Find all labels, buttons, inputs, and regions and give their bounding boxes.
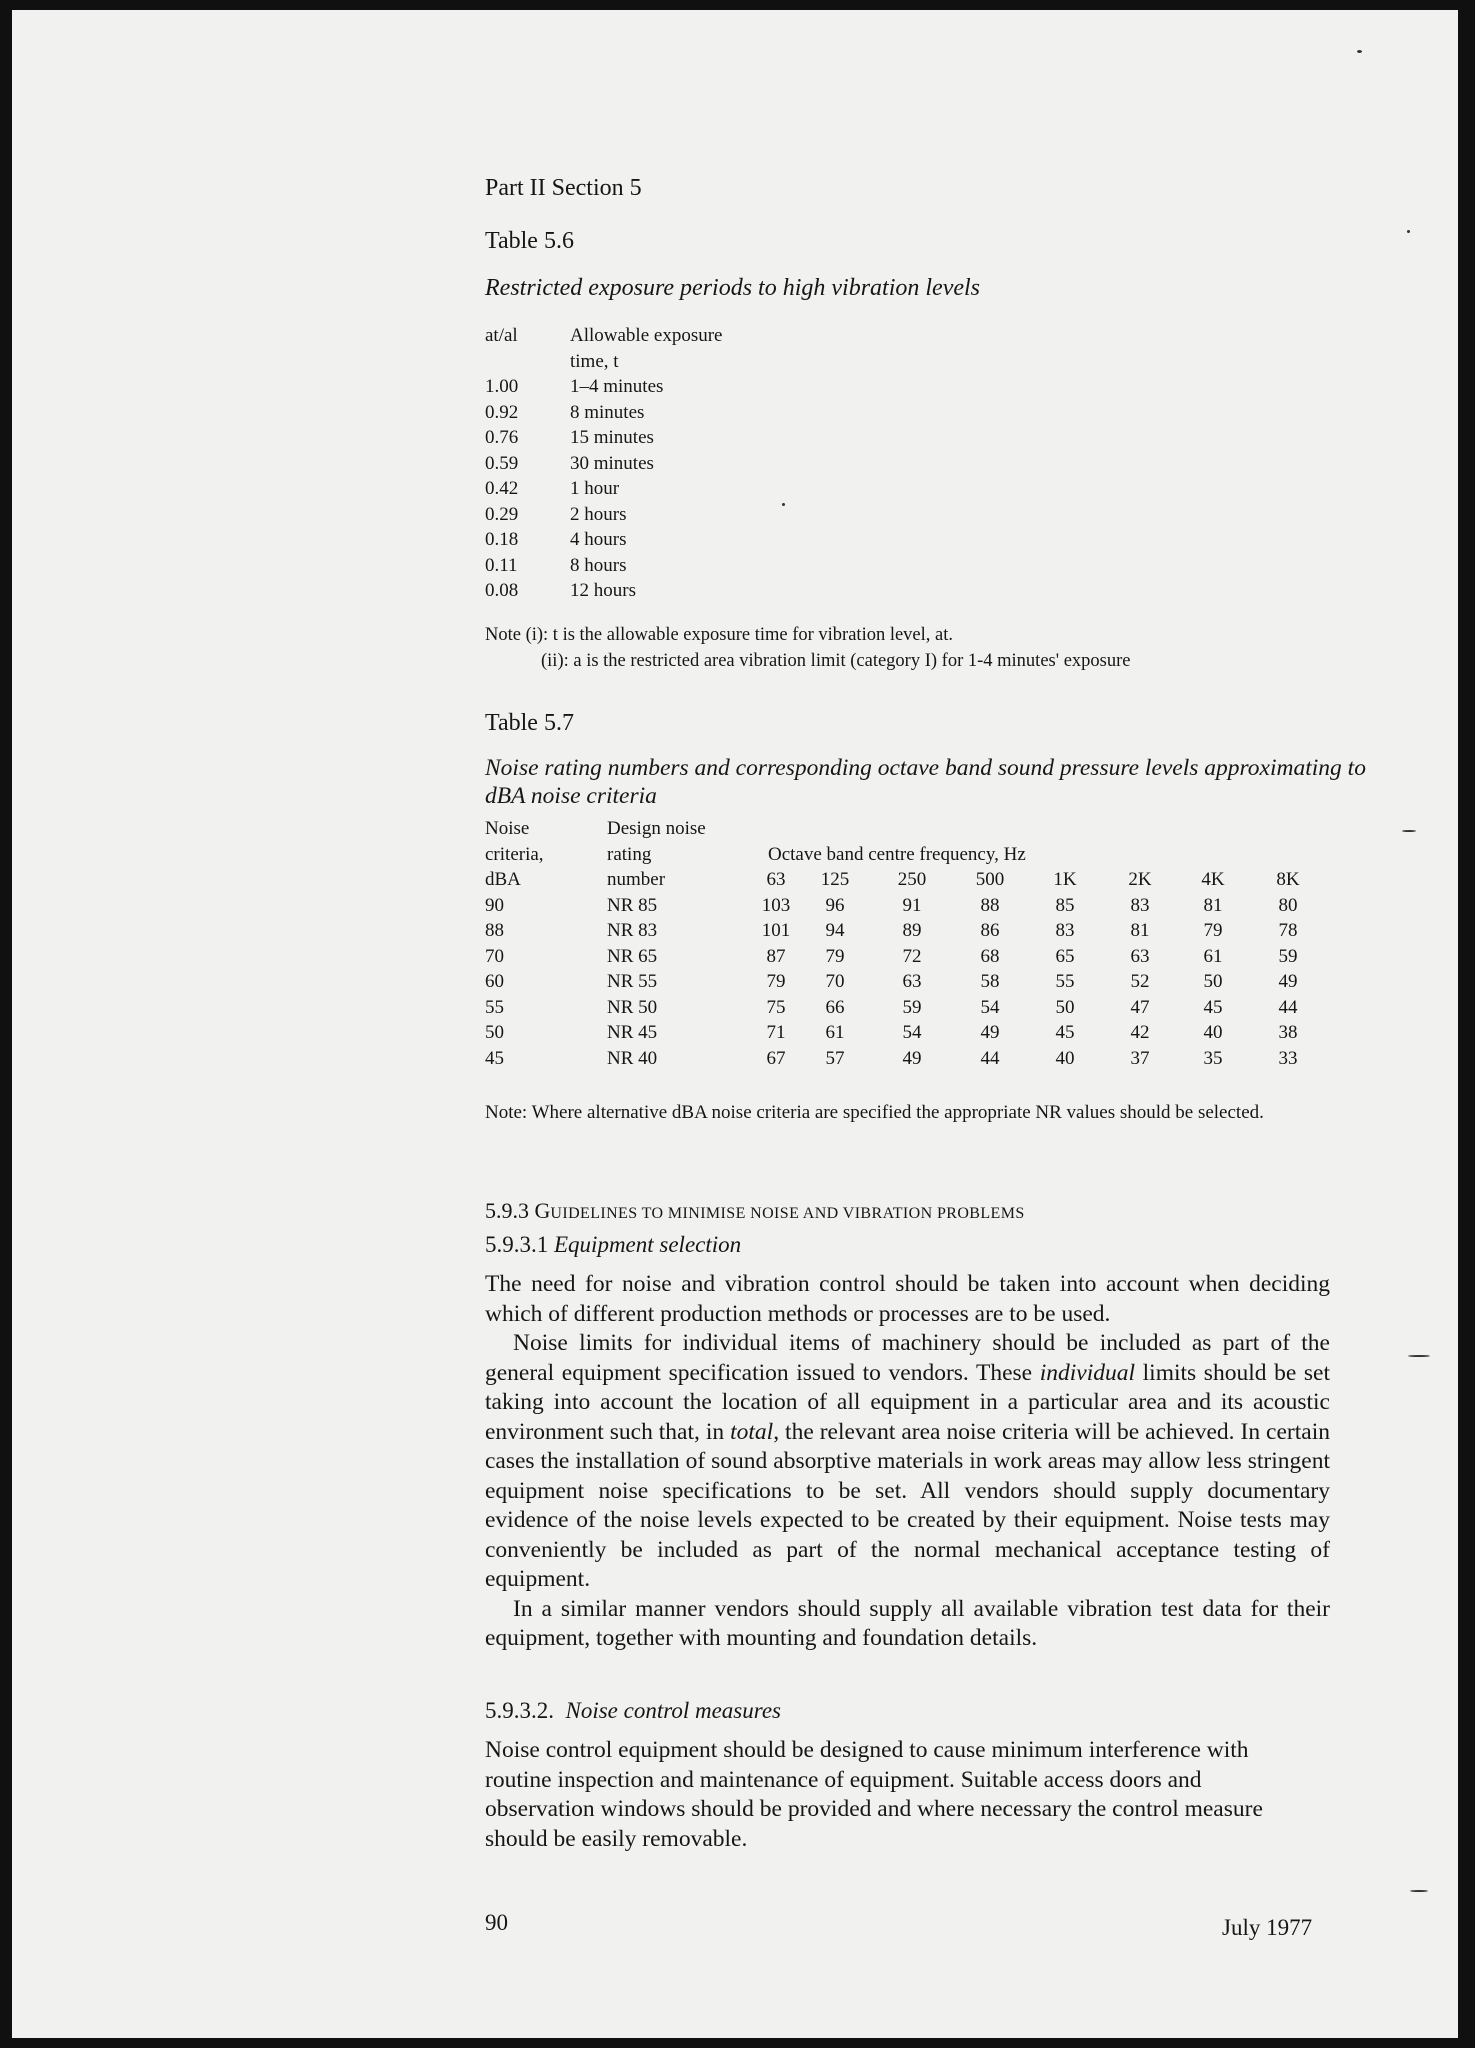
table-cell: 0.76 xyxy=(485,427,519,448)
note-line: Note (i): t is the allowable exposure time for vibration level, at. xyxy=(485,625,954,645)
table-cell: 83 xyxy=(1130,894,1150,916)
table-cell: 63 xyxy=(902,971,922,992)
table-cell: NR 85 xyxy=(607,894,658,916)
document-page xyxy=(12,10,1458,2038)
scan-speck xyxy=(1410,1890,1428,1892)
table-cell: 85 xyxy=(1055,894,1075,916)
table-cell: 101 xyxy=(761,920,791,941)
table-cell: 79 xyxy=(825,945,845,967)
table-cell: 86 xyxy=(980,920,1000,941)
table-cell: NR 83 xyxy=(607,920,658,941)
table-cell: 57 xyxy=(825,1047,845,1069)
table-cell: 35 xyxy=(1203,1047,1223,1069)
table-cell: 79 xyxy=(1203,920,1223,941)
table-5-6-title: Table 5.6 xyxy=(485,228,574,254)
table-cell: 0.18 xyxy=(485,529,519,550)
section-title: UIDELINES TO MINIMISE NOISE AND VIBRATION PROBLEMS xyxy=(550,1205,1025,1222)
table-cell: 44 xyxy=(1278,996,1298,1018)
section-number: 5.9.3 xyxy=(485,1198,529,1223)
table-cell: 47 xyxy=(1130,996,1150,1018)
table-cell: 75 xyxy=(766,996,786,1018)
table-cell: 33 xyxy=(1278,1047,1298,1069)
table-cell: 0.42 xyxy=(485,478,519,499)
table-row xyxy=(485,527,722,553)
table-cell: 54 xyxy=(980,996,1000,1018)
noise-control-body: Noise control equipment should be designed to cause minimum interference with routine inspection and maintenance of equipment. Suitable access doors and observation windows should be provided and where necessary the control measure should be easily removable. xyxy=(485,1737,1263,1852)
table-5-7-caption: Noise rating numbers and corresponding octave band sound pressure levels approximating to dBA noise criteria xyxy=(485,755,1366,809)
table-cell: 70 xyxy=(485,945,504,967)
section-title: Noise control measures xyxy=(565,1698,782,1723)
emphasis: individual xyxy=(1039,1359,1136,1386)
table-header-row xyxy=(485,349,722,375)
table-cell: 88 xyxy=(980,894,1000,916)
section-title-initial: G xyxy=(534,1198,551,1223)
table-cell: 61 xyxy=(1203,945,1223,967)
table-cell: 45 xyxy=(485,1047,504,1069)
table-cell: NR 40 xyxy=(607,1047,658,1069)
table-cell: 78 xyxy=(1278,920,1298,941)
table-cell: 52 xyxy=(1130,971,1150,992)
table-cell: NR 50 xyxy=(607,996,658,1018)
column-header: Allowable exposure xyxy=(570,325,723,346)
frequency-header: 500 xyxy=(975,869,1005,890)
table-cell: 68 xyxy=(980,945,1000,967)
frequency-header: 125 xyxy=(820,869,850,890)
table-5-6 xyxy=(485,323,722,604)
frequency-header: 2K xyxy=(1128,869,1152,890)
table-header-row xyxy=(485,323,722,349)
table-cell: 89 xyxy=(902,920,922,941)
table-cell: NR 45 xyxy=(607,1022,658,1043)
table-cell: 44 xyxy=(980,1047,1000,1069)
note-line: (ii): a is the restricted area vibration limit (category I) for 1-4 minutes' exposure xyxy=(541,651,1131,671)
table-cell: 65 xyxy=(1055,945,1075,967)
table-cell: 50 xyxy=(1203,971,1223,992)
frequency-header: 8K xyxy=(1276,869,1300,890)
column-header: Design noise xyxy=(607,818,706,839)
table-cell: 37 xyxy=(1130,1047,1150,1069)
section-title: Equipment selection xyxy=(554,1232,742,1257)
table-cell: 40 xyxy=(1203,1022,1223,1043)
table-cell: 71 xyxy=(766,1022,786,1043)
section-number: 5.9.3.1 xyxy=(485,1232,549,1257)
table-cell: 45 xyxy=(1055,1022,1075,1043)
section-number: 5.9.3.2. xyxy=(485,1698,554,1723)
running-header: Part II Section 5 xyxy=(485,175,642,201)
publication-date: July 1977 xyxy=(1222,1915,1313,1940)
table-cell: 49 xyxy=(902,1047,922,1069)
table-cell: 30 minutes xyxy=(570,452,654,474)
table-cell: 50 xyxy=(1055,996,1075,1018)
table-cell: 66 xyxy=(825,996,845,1018)
table-cell: 0.59 xyxy=(485,452,519,474)
table-cell: 0.92 xyxy=(485,401,519,423)
table-cell: 90 xyxy=(485,894,504,916)
table-cell: 87 xyxy=(766,945,786,967)
column-header: criteria, xyxy=(485,843,544,865)
scan-speck xyxy=(1402,830,1416,832)
scan-speck xyxy=(1357,50,1362,53)
table-cell: 80 xyxy=(1278,894,1298,916)
table-cell: 79 xyxy=(766,971,786,992)
table-cell: 2 hours xyxy=(570,503,627,525)
paragraph: In a similar manner vendors should supply all available vibration test data for their equipment, together with mounting and foundation details. xyxy=(485,1595,1330,1651)
table-cell: 63 xyxy=(1130,945,1150,967)
table-cell: 0.08 xyxy=(485,580,519,601)
section-heading-5-9-3-1 xyxy=(485,1232,741,1258)
table-cell: 88 xyxy=(485,920,504,941)
table-cell: 12 hours xyxy=(570,580,636,601)
table-cell: 0.11 xyxy=(485,554,518,576)
table-cell: 58 xyxy=(980,971,1000,992)
column-header: at/al xyxy=(485,325,518,346)
table-cell: 83 xyxy=(1055,920,1075,941)
table-cell: 94 xyxy=(825,920,845,941)
section-heading-5-9-3-2 xyxy=(485,1698,781,1724)
table-cell: 42 xyxy=(1130,1022,1150,1043)
scan-speck xyxy=(1408,1355,1430,1357)
table-cell: 67 xyxy=(766,1047,786,1069)
table-cell: 1–4 minutes xyxy=(570,376,664,397)
table-5-7-title: Table 5.7 xyxy=(485,710,574,736)
paragraph: Noise limits for individual items of machinery should be included as part of the general equipment specification issued to vendors. These individual limits should be set taking into account the location of all equipment in a particular area and its acoustic environment such that, in total, the relevant area noise criteria will be achieved. In certain cases the installation of sound absorptive materials in work areas may allow less stringent equipment noise specifications to be set. All vendors should supply documentary evidence of the noise levels expected to be created by their equipment. Noise tests may conveniently be included as part of the normal mechanical acceptance testing of equipment. xyxy=(485,1330,1331,1592)
table-5-6-caption: Restricted exposure periods to high vibration levels xyxy=(485,275,981,301)
table-cell: 54 xyxy=(902,1022,922,1043)
table-cell: 15 minutes xyxy=(570,427,654,448)
table-cell: 55 xyxy=(485,996,504,1018)
table-cell: 81 xyxy=(1203,894,1223,916)
table-cell: 91 xyxy=(902,894,922,916)
table-cell: 81 xyxy=(1130,920,1150,941)
table-cell: 59 xyxy=(902,996,922,1018)
column-header: time, t xyxy=(570,350,619,372)
column-header: Noise xyxy=(485,818,530,839)
table-cell: 1.00 xyxy=(485,376,519,397)
table-row xyxy=(485,553,722,579)
table-row xyxy=(485,374,722,400)
table-cell: NR 55 xyxy=(607,971,658,992)
table-cell: 60 xyxy=(485,971,504,992)
table-cell: 8 minutes xyxy=(570,401,645,423)
table-cell: 38 xyxy=(1278,1022,1298,1043)
table-cell: 55 xyxy=(1055,971,1075,992)
table-cell: 0.29 xyxy=(485,503,519,525)
table-5-7-note: Note: Where alternative dBA noise criteria are specified the appropriate NR values should be selected. xyxy=(485,1102,1264,1123)
column-header: number xyxy=(607,869,666,890)
table-cell: 45 xyxy=(1203,996,1223,1018)
table-row xyxy=(485,400,722,426)
column-header: dBA xyxy=(485,869,521,890)
table-cell: 49 xyxy=(980,1022,1000,1043)
table-cell: 61 xyxy=(825,1022,845,1043)
table-cell: 59 xyxy=(1278,945,1298,967)
frequency-header: 1K xyxy=(1053,869,1077,890)
scan-speck xyxy=(1407,230,1410,233)
table-cell: 72 xyxy=(902,945,922,967)
table-row xyxy=(485,502,722,528)
scan-speck xyxy=(782,503,785,506)
paragraph: The need for noise and vibration control should be taken into account when deciding which of different production methods or processes are to be used. xyxy=(485,1271,1330,1327)
section-heading-5-9-3 xyxy=(485,1198,1025,1224)
table-row xyxy=(485,451,722,477)
table-cell: 70 xyxy=(825,971,845,992)
emphasis: total xyxy=(730,1418,774,1445)
table-cell: 96 xyxy=(825,894,845,916)
table-cell: 50 xyxy=(485,1022,504,1043)
page-number: 90 xyxy=(485,1910,508,1935)
frequency-header: 250 xyxy=(897,869,927,890)
column-header: rating xyxy=(607,843,652,865)
table-cell: 4 hours xyxy=(570,529,627,550)
table-row xyxy=(485,476,722,502)
table-cell: 103 xyxy=(761,894,791,916)
frequency-header: 63 xyxy=(766,869,786,890)
table-cell: 1 hour xyxy=(570,478,620,499)
table-row xyxy=(485,578,722,604)
frequency-header: 4K xyxy=(1201,869,1225,890)
equipment-selection-body xyxy=(485,1270,1330,1654)
table-cell: 40 xyxy=(1055,1047,1075,1069)
table-cell: 49 xyxy=(1278,971,1298,992)
table-cell: 8 hours xyxy=(570,554,627,576)
column-header: Octave band centre frequency, Hz xyxy=(768,843,1026,865)
table-5-6-note xyxy=(485,622,1130,674)
table-cell: NR 65 xyxy=(607,945,658,967)
table-row xyxy=(485,425,722,451)
